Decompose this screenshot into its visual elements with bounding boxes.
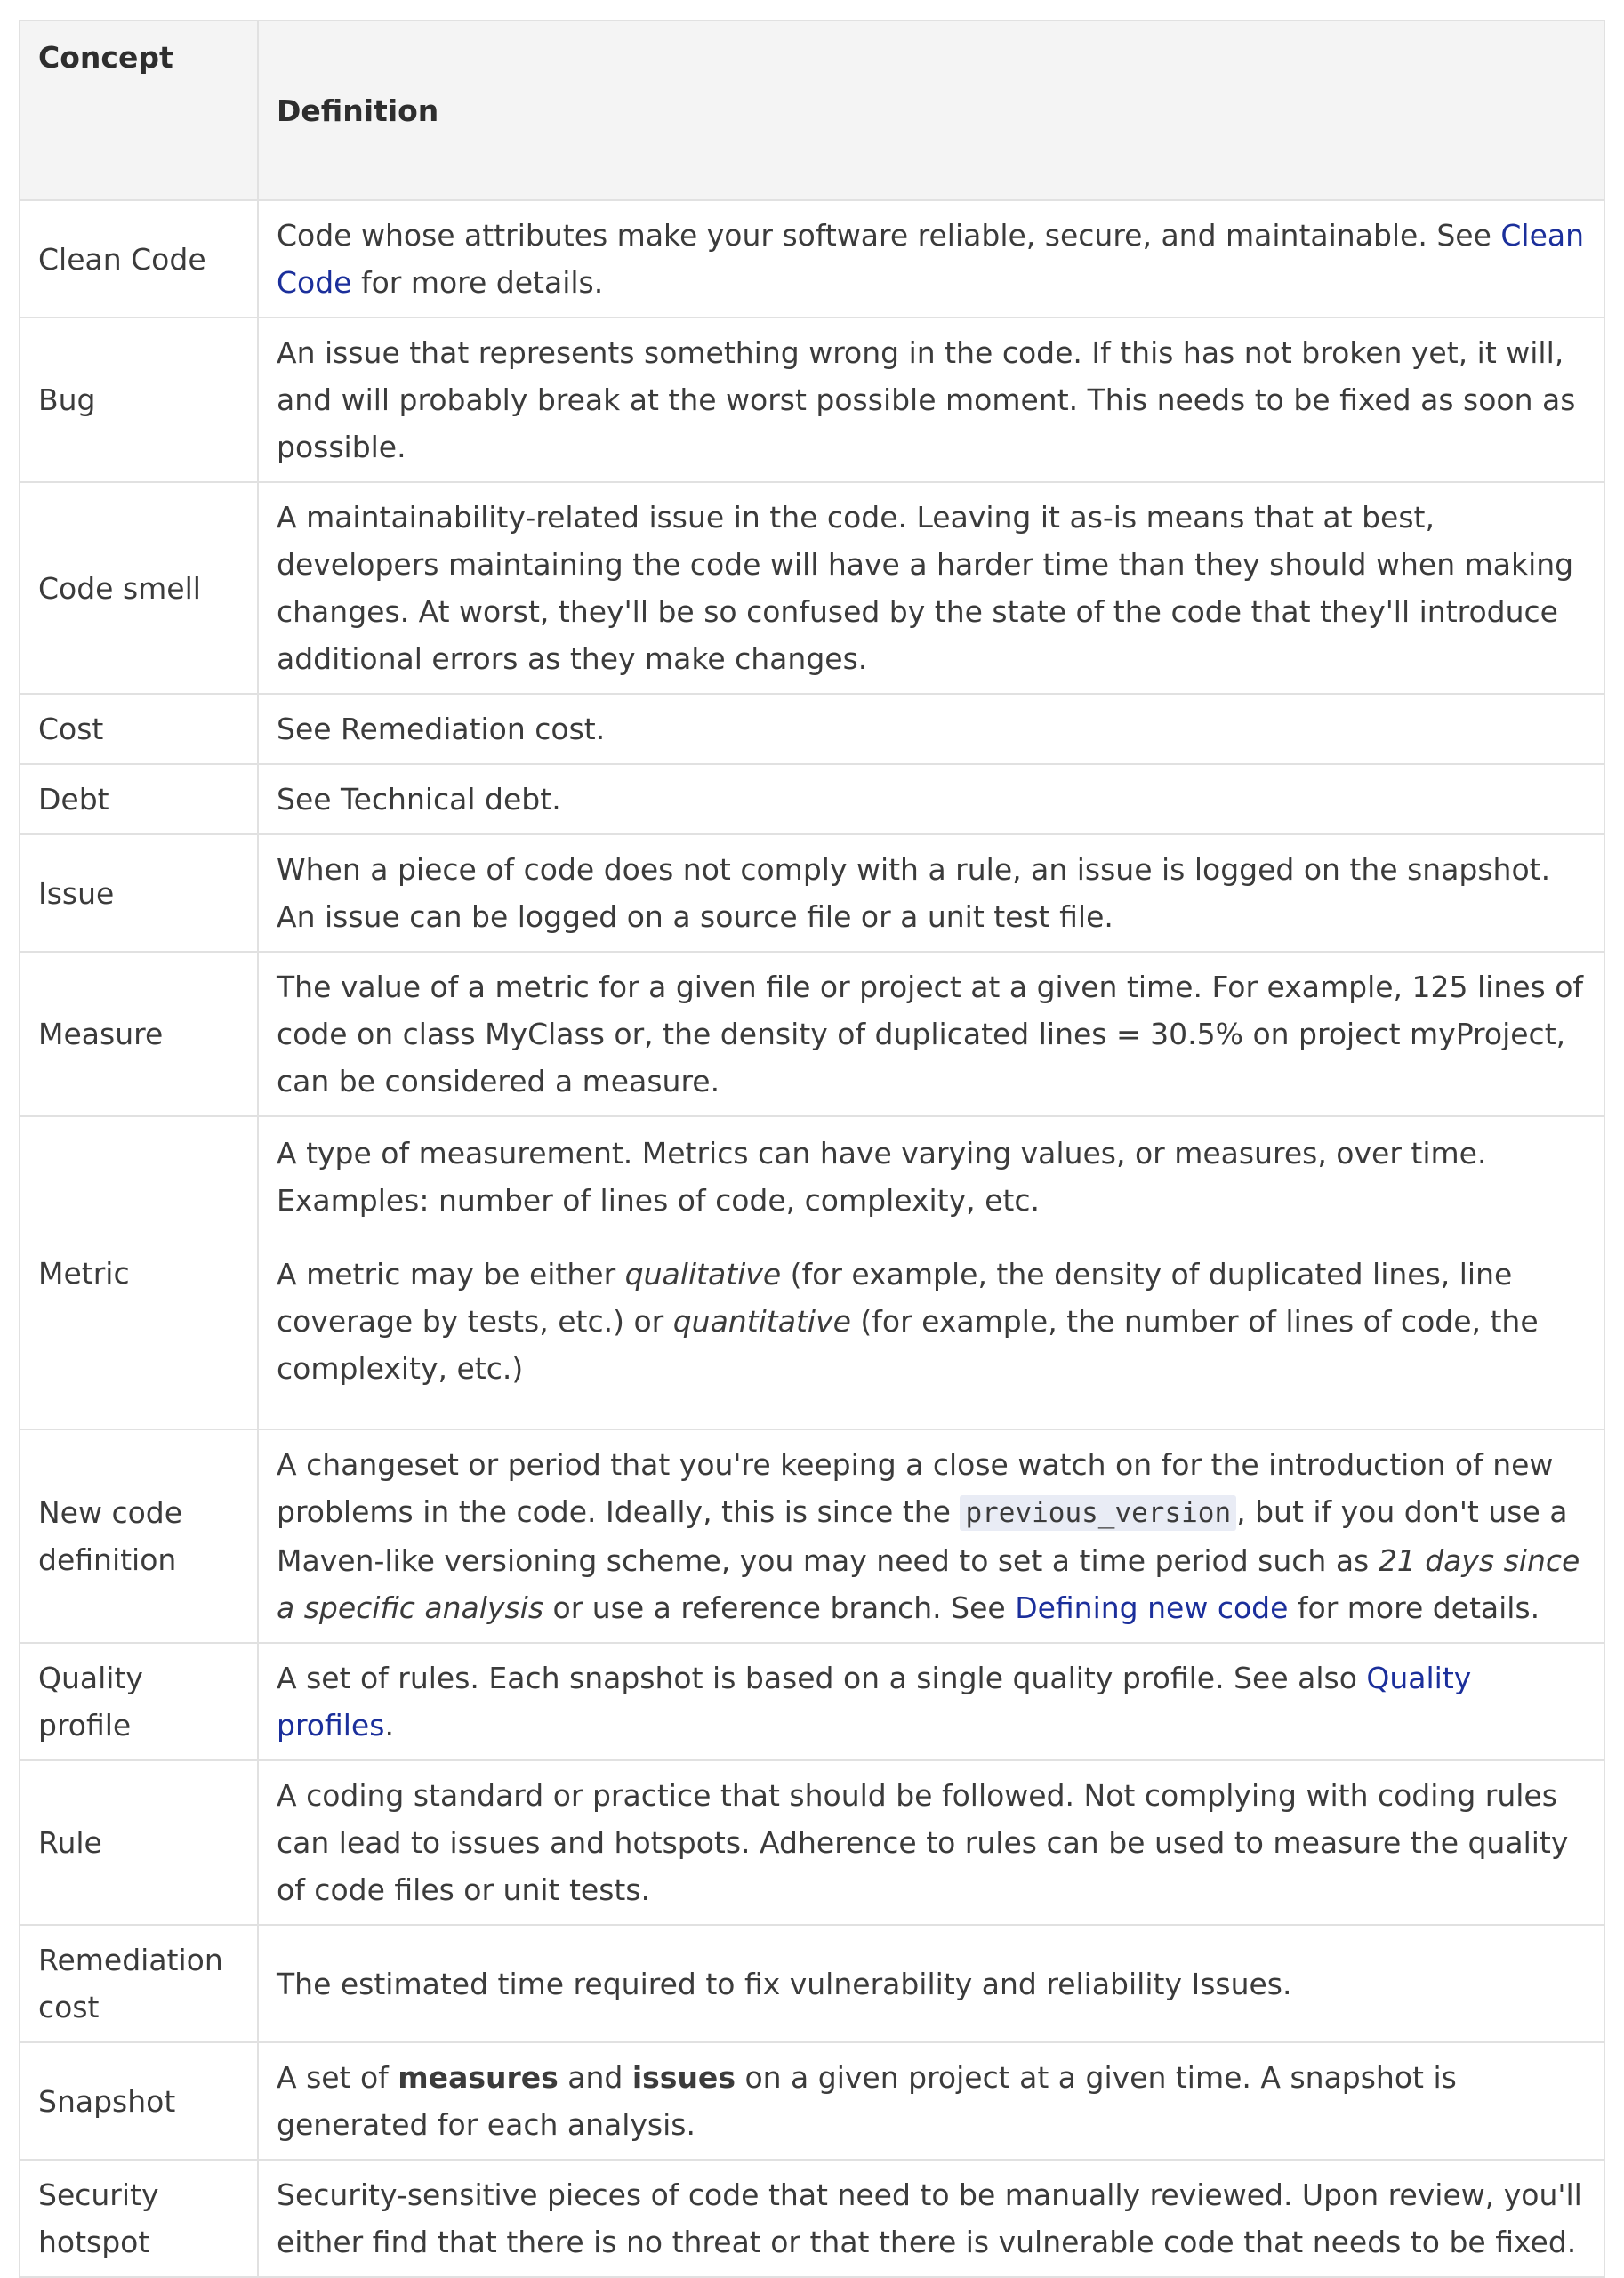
table-row (20, 2160, 1604, 2277)
definition-cell: See Technical debt. (258, 764, 1604, 834)
concept-cell: Bug (20, 318, 258, 482)
definition-cell: An issue that represents something wrong in the code. If this has not broken yet, it will, and will probably break at the worst possible moment. This needs to be fixed as soon as possible. (258, 318, 1604, 482)
concept-cell: Metric (20, 1116, 258, 1429)
definition-text: Code whose attributes make your software reliable, secure, and maintainable. See (277, 218, 1501, 253)
definition-text: (for example, the number of lines of code, the complexity, etc.) (277, 1303, 1539, 1386)
emphasis-text: 21 days since a specific analysis (277, 1543, 1580, 1625)
table-row (20, 482, 1604, 694)
definition-cell: The value of a metric for a given file or project at a given time. For example, 125 lines of code on class MyClass or, the density of duplicated lines = 30.5% on project myProject, can be considered a measure. (258, 952, 1604, 1116)
concept-cell: Issue (20, 834, 258, 952)
definition-text: or use a reference branch. See (543, 1590, 1016, 1625)
table-row (20, 694, 1604, 764)
definition-cell: When a piece of code does not comply with a rule, an issue is logged on the snapshot. An issue can be logged on a source file or a unit test file. (258, 834, 1604, 952)
concept-cell: Clean Code (20, 200, 258, 318)
table-row (20, 952, 1604, 1116)
table-row (20, 764, 1604, 834)
definition-cell: A coding standard or practice that should be followed. Not complying with coding rules can lead to issues and hotspots. Adherence to rules can be used to measure the quality of code files or unit tests. (258, 1760, 1604, 1925)
definition-text: A metric may be either (277, 1256, 625, 1292)
definition-column-header: Definition (258, 20, 1604, 200)
strong-text: issues (631, 2060, 736, 2095)
concept-cell: Measure (20, 952, 258, 1116)
concept-cell: New code definition (20, 1429, 258, 1643)
definition-text: for more details. (1288, 1590, 1540, 1625)
definition-cell (258, 1116, 1604, 1429)
clean-code-link[interactable]: Clean Code (277, 218, 1585, 300)
definition-text: (for example, the density of duplicated lines, line coverage by tests, etc.) or (277, 1256, 1513, 1339)
table-row (20, 834, 1604, 952)
table-row (20, 200, 1604, 318)
concept-cell: Rule (20, 1760, 258, 1925)
definition-cell (258, 200, 1604, 318)
definition-text: A set of (277, 2060, 398, 2095)
table-row (20, 1643, 1604, 1760)
table-row (20, 1925, 1604, 2042)
concept-cell: Security hotspot (20, 2160, 258, 2277)
definition-text: A set of rules. Each snapshot is based on a single quality profile. See also (277, 1661, 1367, 1695)
definition-cell (258, 1429, 1604, 1643)
table-row (20, 2042, 1604, 2160)
header-row (20, 20, 1604, 200)
glossary-table (19, 20, 1605, 2278)
definition-text: and (558, 2060, 632, 2095)
concept-cell: Remediation cost (20, 1925, 258, 2042)
table-row (20, 1116, 1604, 1429)
emphasis-text: qualitative (624, 1256, 782, 1292)
definition-text: A changeset or period that you're keeping a close watch on for the introduction of new problems in the code. Ideally, this is since the (277, 1447, 1554, 1529)
concept-cell: Cost (20, 694, 258, 764)
concept-cell: Code smell (20, 482, 258, 694)
quality-profiles-link[interactable]: Quality profiles (277, 1661, 1472, 1743)
table-row (20, 1429, 1604, 1643)
definition-cell: A maintainability-related issue in the code. Leaving it as-is means that at best, developers maintaining the code will have a harder time than they should when making changes. At worst, they'll be so confused by the state of the code that they'll introduce additional errors as they make changes. (258, 482, 1604, 694)
inline-code: previous_version (960, 1495, 1236, 1531)
emphasis-text: quantitative (672, 1303, 851, 1339)
definition-cell: The estimated time required to fix vulnerability and reliability Issues. (258, 1925, 1604, 2042)
table-row (20, 1760, 1604, 1925)
definition-cell: See Remediation cost. (258, 694, 1604, 764)
defining-new-code-link[interactable]: Defining new code (1015, 1590, 1289, 1625)
concept-cell: Quality profile (20, 1643, 258, 1760)
concept-column-header: Concept (20, 20, 258, 200)
strong-text: measures (398, 2060, 559, 2095)
table-row (20, 318, 1604, 482)
concept-cell: Debt (20, 764, 258, 834)
definition-paragraph: A type of measurement. Metrics can have varying values, or measures, over time. Examples: number of lines of code, complexity, etc. (277, 1135, 1487, 1218)
definition-cell (258, 2042, 1604, 2160)
definition-text: for more details. (351, 265, 604, 300)
definition-paragraph (277, 1251, 1586, 1392)
definition-text: . (384, 1708, 394, 1743)
definition-text: , but if you don't use a Maven-like versioning scheme, you may need to set a time period such as (277, 1494, 1568, 1578)
definition-cell (258, 1643, 1604, 1760)
definition-text: on a given project at a given time. A snapshot is generated for each analysis. (277, 2060, 1457, 2142)
concept-cell: Snapshot (20, 2042, 258, 2160)
definition-cell: Security-sensitive pieces of code that need to be manually reviewed. Upon review, you'll either find that there is no threat or that there is vulnerable code that needs to be fixed. (258, 2160, 1604, 2277)
